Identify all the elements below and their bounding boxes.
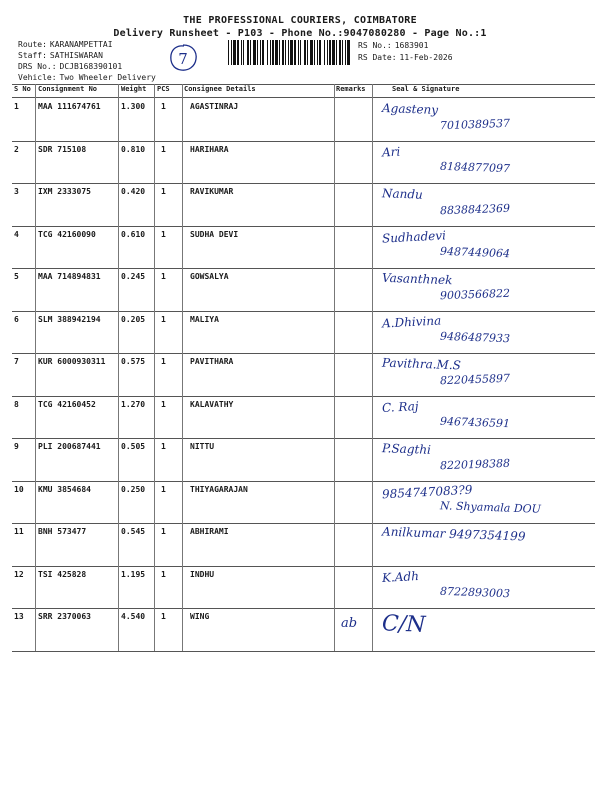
consignee-cell: INDHU — [190, 569, 215, 579]
weight-cell: 0.205 — [121, 314, 146, 324]
staff-label: Staff: — [18, 51, 47, 60]
sno-cell: 12 — [14, 569, 24, 579]
pcs-cell: 1 — [161, 102, 166, 111]
pcs-cell: 1 — [161, 399, 166, 409]
handwritten-circle-mark — [168, 43, 198, 73]
consignment-no-cell: TCG 42160090 — [38, 229, 96, 239]
consignee-cell: AGASTINRAJ — [190, 102, 239, 111]
staff-value: SATHISWARAN — [49, 51, 103, 60]
document-subtitle: Delivery Runsheet - P103 - Phone No.:9047080280 - Page No.:1 — [113, 28, 487, 39]
signature-text: A.Dhivina — [381, 312, 442, 331]
consignee-cell: KALAVATHY — [190, 399, 234, 409]
signature-phone: 9486487933 — [439, 329, 511, 345]
consignee-cell: RAVIKUMAR — [190, 187, 234, 196]
consignment-no-cell: SLM 388942194 — [38, 314, 101, 324]
drs-line — [18, 62, 122, 71]
signature-phone: 7010389537 — [439, 116, 511, 133]
pcs-cell: 1 — [161, 314, 166, 324]
sno-cell: 3 — [14, 187, 19, 196]
sno-cell: 1 — [14, 102, 19, 111]
pcs-cell: 1 — [161, 187, 166, 196]
row-rule — [12, 226, 595, 227]
row-rule — [12, 396, 595, 397]
weight-cell: 4.540 — [121, 612, 146, 621]
signature-phone: 9487449064 — [439, 244, 511, 260]
sno-cell: 11 — [14, 527, 24, 536]
signature-text: Ari — [381, 144, 401, 159]
handwritten-count: 7 — [178, 50, 188, 68]
row-rule — [12, 141, 595, 142]
signature-text: Vasanthnek — [381, 270, 453, 288]
pcs-cell: 1 — [161, 229, 166, 239]
column-rule — [118, 84, 119, 651]
drs-label: DRS No.: — [18, 62, 57, 71]
route-value: KARANAMPETTAI — [49, 40, 113, 49]
pcs-cell: 1 — [161, 144, 166, 154]
weight-cell: 1.270 — [121, 399, 146, 409]
rs-date-label: RS Date: — [358, 53, 397, 62]
consignment-no-cell: IXM 2333075 — [38, 187, 91, 196]
rs-no-label: RS No.: — [358, 41, 392, 50]
pcs-cell: 1 — [161, 527, 166, 536]
column-rule — [372, 84, 373, 651]
row-rule — [12, 608, 595, 609]
weight-cell: 0.245 — [121, 272, 146, 281]
route-label: Route: — [18, 40, 47, 49]
sno-cell: 6 — [14, 314, 19, 324]
weight-cell: 0.610 — [121, 229, 146, 239]
pcs-cell: 1 — [161, 612, 166, 621]
table-header-rule — [12, 97, 595, 98]
weight-cell: 1.300 — [121, 102, 146, 111]
consignment-no-cell: TCG 42160452 — [38, 399, 96, 409]
consignee-cell: ABHIRAMI — [190, 527, 229, 536]
column-rule — [154, 84, 155, 651]
signature-text: C/N — [381, 611, 426, 638]
row-rule — [12, 268, 595, 269]
column-rule — [334, 84, 335, 651]
consignee-cell: NITTU — [190, 442, 215, 451]
sno-cell: 2 — [14, 144, 19, 154]
weight-cell: 0.545 — [121, 527, 146, 536]
consignment-no-cell: KMU 3854684 — [38, 484, 91, 494]
sno-cell: 7 — [14, 357, 19, 366]
sno-cell: 13 — [14, 612, 24, 621]
sno-cell: 9 — [14, 442, 19, 451]
pcs-cell: 1 — [161, 569, 166, 579]
rs-no-line — [358, 41, 428, 50]
row-rule — [12, 311, 595, 312]
signature-text: Nandu — [381, 186, 424, 202]
vehicle-line — [18, 73, 156, 82]
sno-cell: 5 — [14, 272, 19, 281]
row-rule — [12, 481, 595, 482]
col-header-sno: S No — [14, 85, 31, 93]
row-rule — [12, 566, 595, 567]
consignment-no-cell: SRR 2370063 — [38, 612, 91, 621]
consignee-cell: GOWSALYA — [190, 272, 229, 281]
staff-line — [18, 51, 103, 60]
weight-cell: 0.250 — [121, 484, 146, 494]
signature-phone: 8184877097 — [439, 159, 511, 175]
pcs-cell: 1 — [161, 442, 166, 451]
col-header-signature: Seal & Signature — [392, 85, 460, 93]
signature-text: 9854747083?9 — [381, 482, 473, 501]
barcode-image — [228, 40, 350, 65]
vehicle-label: Vehicle: — [18, 73, 57, 82]
signature-phone: 8838842369 — [439, 201, 511, 218]
pcs-cell: 1 — [161, 357, 166, 366]
signature-text: Sudhadevi — [381, 227, 447, 246]
signature-phone: N. Shyamala DOU — [439, 498, 542, 516]
consignee-cell: WING — [190, 612, 210, 621]
consignee-cell: PAVITHARA — [190, 357, 234, 366]
col-header-pcs: PCS — [157, 85, 170, 93]
signature-text: P.Sagthi — [381, 441, 432, 457]
signature-text: C. Raj — [381, 398, 419, 415]
remark-text: ab — [341, 616, 358, 631]
weight-cell: 1.195 — [121, 569, 146, 579]
row-rule — [12, 438, 595, 439]
signature-phone: 9003566822 — [439, 286, 511, 303]
signature-text: Anilkumar 9497354199 — [381, 524, 526, 544]
row-rule — [12, 183, 595, 184]
col-header-remarks: Remarks — [336, 85, 366, 93]
consignment-no-cell: KUR 6000930311 — [38, 357, 106, 366]
rs-no-value: 1683901 — [394, 41, 429, 50]
signature-phone: 9467436591 — [439, 414, 511, 430]
signature-phone: 8722893003 — [439, 584, 511, 600]
sno-cell: 4 — [14, 229, 19, 239]
consignment-no-cell: TSI 425828 — [38, 569, 87, 579]
sno-cell: 8 — [14, 399, 19, 409]
sno-cell: 10 — [14, 484, 24, 494]
route-line — [18, 40, 113, 49]
weight-cell: 0.505 — [121, 442, 146, 451]
weight-cell: 0.575 — [121, 357, 146, 366]
consignment-no-cell: MAA 111674761 — [38, 102, 101, 111]
rs-date-value: 11-Feb-2026 — [399, 53, 453, 62]
signature-phone: 8220198388 — [439, 456, 511, 473]
column-rule — [35, 84, 36, 651]
col-header-consignee: Consignee Details — [184, 85, 256, 93]
pcs-cell: 1 — [161, 272, 166, 281]
signature-phone: 8220455897 — [439, 371, 511, 388]
weight-cell: 0.420 — [121, 187, 146, 196]
consignee-cell: SUDHA DEVI — [190, 229, 239, 239]
row-rule — [12, 523, 595, 524]
signature-text: K.Adh — [381, 568, 420, 585]
row-rule — [12, 353, 595, 354]
row-rule — [12, 651, 595, 652]
consignment-no-cell: PLI 200687441 — [38, 442, 101, 451]
consignee-cell: THIYAGARAJAN — [190, 484, 248, 494]
table-top-rule — [12, 84, 595, 85]
signature-text: Pavithra.M.S — [381, 355, 462, 373]
signature-text: Agasteny — [381, 101, 439, 117]
pcs-cell: 1 — [161, 484, 166, 494]
column-rule — [182, 84, 183, 651]
weight-cell: 0.810 — [121, 144, 146, 154]
col-header-consignment: Consignment No — [38, 85, 98, 93]
col-header-weight: Weight — [121, 85, 147, 93]
vehicle-value: Two Wheeler Delivery — [59, 73, 156, 82]
consignment-no-cell: BNH 573477 — [38, 527, 87, 536]
consignment-no-cell: SDR 715108 — [38, 144, 87, 154]
consignment-no-cell: MAA 714894831 — [38, 272, 101, 281]
rs-date-line — [358, 53, 453, 62]
drs-value: DCJB168390101 — [59, 62, 123, 71]
consignee-cell: MALIYA — [190, 314, 219, 324]
document-title: THE PROFESSIONAL COURIERS, COIMBATORE — [183, 15, 417, 26]
consignee-cell: HARIHARA — [190, 144, 229, 154]
